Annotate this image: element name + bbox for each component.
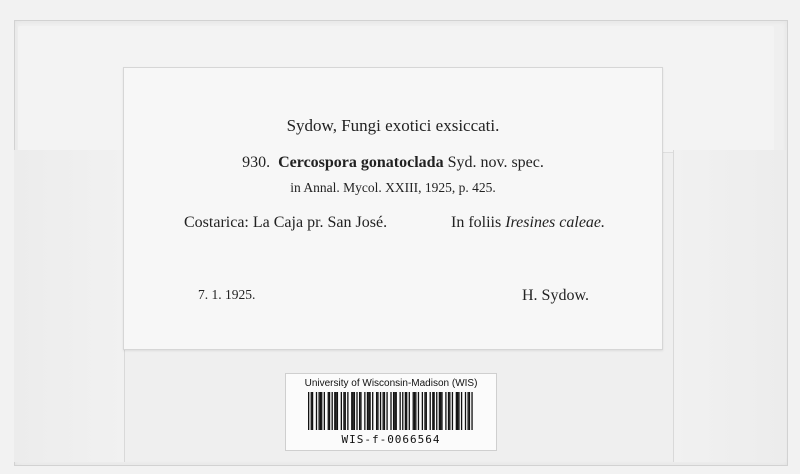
species-line [124, 154, 662, 172]
barcode-bar [352, 392, 353, 430]
specimen-label [123, 67, 663, 350]
barcode-bar [321, 392, 322, 430]
barcode-bar [436, 392, 437, 430]
barcode-bar [430, 392, 431, 430]
barcode-bar [380, 392, 381, 430]
barcode-bar [334, 392, 335, 430]
barcode-bar [384, 392, 385, 430]
barcode-bar [376, 392, 377, 430]
barcode-bar [393, 392, 394, 430]
barcode-bar [406, 392, 407, 430]
barcode-bar [409, 392, 410, 430]
barcode-bar [394, 392, 395, 430]
barcode-bar [449, 392, 450, 430]
barcode-bar [311, 392, 312, 430]
species-author: Syd. nov. spec. [447, 154, 544, 171]
barcode-bar [467, 392, 468, 430]
barcode-bar [432, 392, 433, 430]
barcode-bar [343, 392, 344, 430]
barcode-bar [440, 392, 441, 430]
barcode-bar [364, 392, 365, 430]
envelope-left-flap [14, 150, 125, 462]
barcode-bar [452, 392, 453, 430]
barcode-bar [458, 392, 459, 430]
barcode-bar [469, 392, 470, 430]
barcode-bar [345, 392, 346, 430]
barcode-bar [386, 392, 387, 430]
host-prefix: In foliis [451, 214, 502, 231]
barcode-bar [337, 392, 338, 430]
barcode-bar [335, 392, 336, 430]
institution-name: University of Wisconsin-Madison (WIS) [304, 378, 478, 389]
barcode-bar [341, 392, 342, 430]
barcode-bar [383, 392, 384, 430]
barcode-bar [359, 392, 360, 430]
barcode-bar [456, 392, 457, 430]
barcode-bar [372, 392, 373, 430]
barcode-bar [433, 392, 434, 430]
barcode-bar [360, 392, 361, 430]
barcode-bar [413, 392, 414, 430]
barcode-bar [328, 392, 329, 430]
barcode-bar [351, 392, 352, 430]
barcode-bar [441, 392, 442, 430]
barcode-bar [445, 392, 446, 430]
barcode-bar [312, 392, 313, 430]
barcode-bar [461, 392, 462, 430]
barcode-bar [415, 392, 416, 430]
barcode-label [285, 373, 497, 451]
envelope-right-flap [673, 150, 786, 462]
barcode-bar [369, 392, 370, 430]
barcode-bar [439, 392, 440, 430]
barcode-bar [402, 392, 403, 430]
collection-locality: Costarica: La Caja pr. San José. [184, 214, 388, 231]
barcode-bar [465, 392, 466, 430]
barcode-bar [422, 392, 423, 430]
barcode-bar [418, 392, 419, 430]
exsiccata-series-title: Sydow, Fungi exotici exsiccati. [286, 116, 500, 135]
host-info [451, 214, 605, 232]
barcode-bar [414, 392, 415, 430]
barcode-bar [368, 392, 369, 430]
collection-date: 7. 1. 1925. [198, 287, 256, 302]
barcode-bar [332, 392, 333, 430]
barcode-bar [367, 392, 368, 430]
barcode-bar [324, 392, 325, 430]
barcode-bar [448, 392, 449, 430]
barcode-bar [396, 392, 397, 430]
scientific-name: Cercospora gonatoclada [278, 154, 444, 171]
barcode-icon [308, 392, 474, 430]
barcode-bar [390, 392, 391, 430]
exsiccata-number: 930. [242, 154, 271, 171]
barcode-bar [400, 392, 401, 430]
catalog-number: WIS-f-0066564 [341, 433, 441, 446]
collector-name: H. Sydow. [522, 287, 589, 304]
barcode-bar [354, 392, 355, 430]
barcode-bar [308, 392, 309, 430]
barcode-bar [457, 392, 458, 430]
barcode-bar [316, 392, 317, 430]
barcode-bar [426, 392, 427, 430]
barcode-bar [320, 392, 321, 430]
barcode-bar [356, 392, 357, 430]
barcode-bar [329, 392, 330, 430]
barcode-bar [471, 392, 472, 430]
barcode-bar [424, 392, 425, 430]
publication-citation: in Annal. Mycol. XXIII, 1925, p. 425. [290, 180, 496, 195]
barcode-bar [318, 392, 319, 430]
host-name: Iresines caleae. [505, 214, 606, 231]
barcode-bar [347, 392, 348, 430]
barcode-bar [405, 392, 406, 430]
barcode-bar [377, 392, 378, 430]
